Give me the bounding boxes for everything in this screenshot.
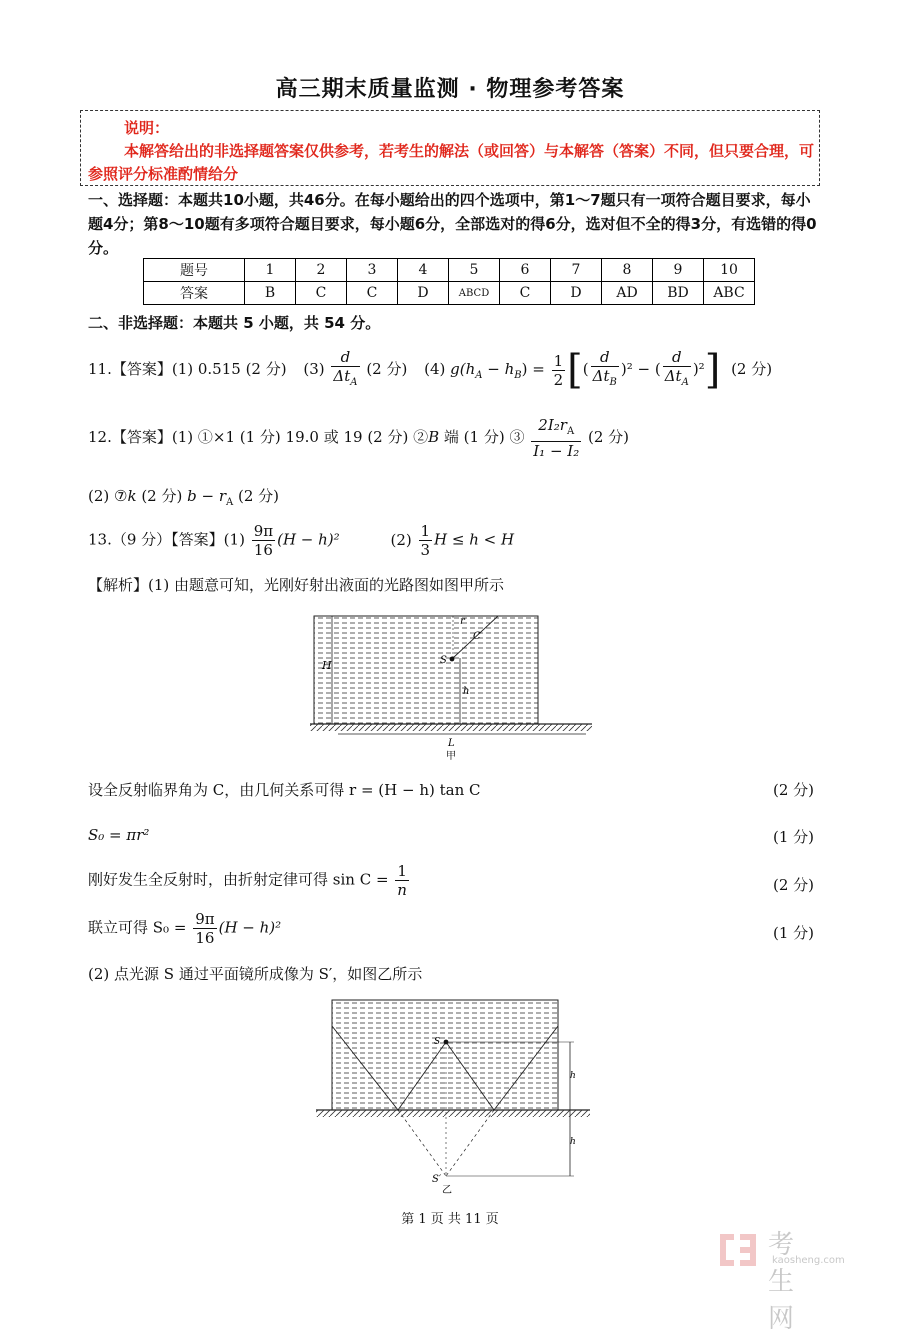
label-H: H [322,659,332,672]
note-body: 本解答给出的非选择题答案仅供参考，若考生的解法（或回答）与本解答（答案）不同，但只要合理，可参照评分标准酌情给分 [88,142,815,183]
label-h: h [463,686,470,697]
table-cell: 6 [500,259,551,282]
label-S-image: S′ [432,1174,442,1185]
q13-step4: 联立可得 S₀ = $\frac{9\pi}{16}$ (H − h)² [88,910,282,947]
q13-answer: 13.（9 分）【答案】(1) $\frac{9\pi}{16}$ (H − h)² (2) $\frac{1}{3}$ H ≤ h < H [88,522,515,559]
label-C: C [473,631,481,642]
answer-table-row-answers [144,282,755,305]
table-cell: D [398,282,449,305]
label-L: L [448,738,455,749]
table-cell: 9 [653,259,704,282]
q11-prefix: 11.【答案】(1) 0.515 (2 分) [88,360,287,378]
figure-yi [312,996,594,1194]
caption-yi: 乙 [442,1185,452,1194]
liquid-container [314,616,538,724]
page-title: 高三期末质量监测 · 物理参考答案 [275,77,625,102]
q11-eq4-lhs: g(h [450,360,476,378]
virtual-ray-left [398,1110,446,1176]
table-cell: C [500,282,551,305]
page-footer: 第 1 页 共 11 页 [401,1212,499,1227]
table-cell: 4 [398,259,449,282]
watermark-text: 考生网 [768,1230,796,1334]
table-cell: 1 [245,259,296,282]
label-S: S [434,1037,441,1047]
label-h2: h [570,1137,576,1147]
table-cell: 2 [296,259,347,282]
q13-step2-score: (1 分) [772,828,814,846]
table-cell: ABC [704,282,755,305]
kaosheng-logo-icon [716,1228,760,1272]
answer-table-row-numbers [144,259,755,282]
q13-step3-score: (2 分) [772,876,814,894]
table-cell: D [551,282,602,305]
q11-answer: 11.【答案】(1) 0.515 (2 分) (3) $\frac{d}{\Delta t_A}$ (2 分) (4) $g(h_A - h_B)$ = $\frac{1}{2}$ [( $\frac{d}{\Delta t_B}$ )² − ( $\frac{d}{\Delta t_A}$ )²] (2 分) [88,347,773,393]
caption-jia: 甲 [446,751,456,762]
virtual-ray-right [446,1110,494,1176]
q13-step3: 刚好发生全反射时，由折射定律可得 sin C = $\frac{1}{n}$ [88,862,407,899]
table-cell: AD [602,282,653,305]
label-h1: h [570,1071,576,1081]
table-label-answer: 答案 [144,282,245,305]
watermark [716,1228,845,1334]
figure-jia [310,606,592,764]
table-cell: C [347,282,398,305]
q13-step1: 设全反射临界角为 C，由几何关系可得 r = (H − h) tan C [88,781,481,799]
ground-hatch [310,724,592,731]
q12-answer-line1: 12.【答案】(1) ①×1 (1 分) 19.0 或 19 (2 分) ②B 端 (1 分) ③ $\frac{2I_2r_A}{\text{I₁ − I₂}}$ (2 分) [88,416,630,460]
q13-analysis: 【解析】(1) 由题意可知，光刚好射出液面的光路图如图甲所示 [88,576,505,594]
table-cell: 10 [704,259,755,282]
watermark-url: kaosheng.com [772,1255,845,1266]
table-cell: 5 [449,259,500,282]
note-head: 说明： [124,119,170,137]
table-cell: 7 [551,259,602,282]
table-cell: C [296,282,347,305]
table-label-number: 题号 [144,259,245,282]
q11-frac-b: $\frac{d}{\Delta t_B}$ [592,348,617,388]
point-source-S [450,657,455,662]
q11-part3-label: (3) [303,360,325,378]
table-cell: B [245,282,296,305]
q13-part2: (2) 点光源 S 通过平面镜所成像为 S′，如图乙所示 [88,965,423,983]
q11-fraction-3: $\frac{d}{\Delta t_A}$ [333,348,358,388]
q13-step1-score: (2 分) [772,781,814,799]
q12-fraction: $\frac{2I_2r_A}{\text{I₁ − I₂}}$ [533,416,580,460]
section-1-heading: 一、选择题：本题共10小题，共46分。在每小题给出的四个选项中，第1～7题只有一项符合题目要求，每小题4分；第8～10题有多项符合题目要求，每小题6分，全部选对的得6分，选对但不全的得3分，有选错的得0分。 [88,191,817,257]
q13-step4-score: (1 分) [772,924,814,942]
table-cell: ABCD [449,282,500,305]
label-r: r [460,616,465,627]
answer-table [143,258,755,305]
q11-part4-label: (4) [424,360,446,378]
table-cell: 8 [602,259,653,282]
label-S: S [440,655,447,666]
q13-step2: S₀ = πr² [88,826,150,844]
ground-hatch [316,1110,590,1117]
q11-score-3: (2 分) [366,360,408,378]
liquid-container [332,1000,558,1110]
q11-frac-a: $\frac{d}{\Delta t_A}$ [664,348,689,388]
q11-half: $\frac{1}{2}$ [553,351,564,389]
q12-answer-line2: (2) ⑦k (2 分) $b - r_A$ (2 分) [88,487,280,508]
section-2-heading: 二、非选择题：本题共 5 小题，共 54 分。 [88,314,381,332]
q11-score-4: (2 分) [731,360,773,378]
table-cell: 3 [347,259,398,282]
q13-frac-1: $\frac{9\pi}{16}$ [253,522,274,559]
q13-frac-2: $\frac{1}{3}$ [420,522,431,559]
table-cell: BD [653,282,704,305]
